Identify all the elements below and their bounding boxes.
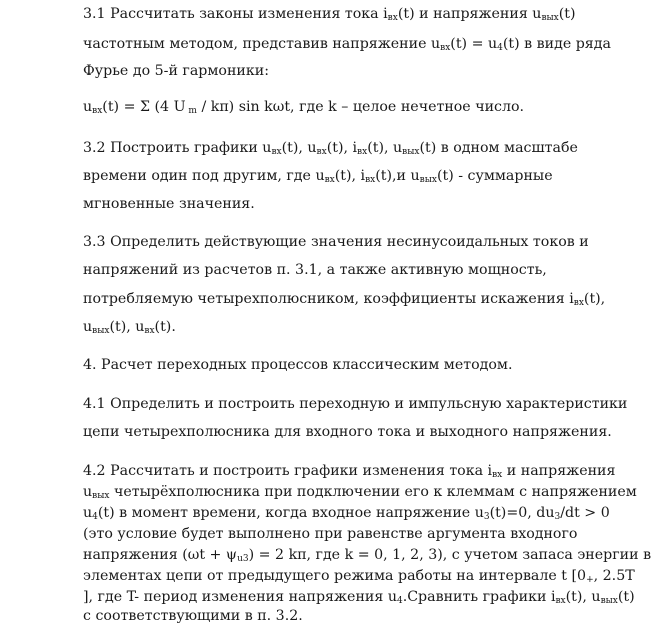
sec31-line1: 3.1 Рассчитать законы изменения тока $i_{вх}(t)$ и напряжения $u_{вых}(t)$ xyxy=(83,6,576,23)
sec42-line4: (это условие будет выполнено при равенстве аргумента входного xyxy=(83,526,578,542)
sec31-line3: Фурье до 5-й гармоники: xyxy=(83,63,269,79)
sec31-line2: частотным методом, представив напряжение $u_{вх}(t) = u_4(t)$ в виде ряда xyxy=(83,36,611,53)
sec42-line6: элементах цепи от предыдущего режима работы на интервале t [$0_+$, 2.5T xyxy=(83,568,635,585)
sec42-line3: $u_4(t)$ в момент времени, когда входное напряжение $u_3(t)=0$, $du_3/dt > 0$ xyxy=(83,505,610,522)
sec41-line1: 4.1 Определить и построить переходную и импульсную характеристики xyxy=(83,396,628,412)
sec42-line5: напряжения $(\omega t + \psi_{u3}) = 2$ kπ, где k = 0, 1, 2, 3), с учетом запаса энергии в xyxy=(83,547,652,564)
sec33-line2: напряжений из расчетов п. 3.1, а также активную мощность, xyxy=(83,262,547,278)
sec42-line1: 4.2 Рассчитать и построить графики изменения тока $i_{вх}$ и напряжения xyxy=(83,463,616,480)
sec41-line2: цепи четырехполюсника для входного тока и выходного напряжения. xyxy=(83,424,612,440)
fourier-formula: $u_{вх}(t) = \Sigma$ (4 U $_m$ / kπ) sin kωt, где k – целое нечетное число. xyxy=(83,99,525,116)
sec42-line2: $u_{вых}$ четырёхполюсника при подключении его к клеммам с напряжением xyxy=(83,484,637,501)
sec33-line1: 3.3 Определить действующие значения несинусоидальных токов и xyxy=(83,234,589,250)
sec32-line2: времени один под другим, где $u_{вх}(t)$, $i_{вх}(t),и$ $u_{вых}(t)$ - суммарные xyxy=(83,168,553,185)
sec33-line3: потребляемую четырехполюсником, коэффициенты искажения $i_{вх}(t)$, xyxy=(83,291,606,308)
sec42-line8: с соответствующими в п. 3.2. xyxy=(83,608,303,624)
sec42-line7: ], где T- период изменения напряжения $u_4.Сравнить$ графики $i_{вх}(t)$, $u_{вых}(t)$ xyxy=(83,589,635,606)
sec32-line1: 3.2 Построить графики $u_{вх}(t)$, $u_{вх}(t)$, $i_{вх}(t)$, $u_{вых}(t)$ в одном масштабе xyxy=(83,140,578,157)
sec4-heading: 4. Расчет переходных процессов классическим методом. xyxy=(83,357,513,373)
sec33-line4: $u_{вых}(t)$, $u_{вх}(t)$. xyxy=(83,319,176,336)
sec32-line3: мгновенные значения. xyxy=(83,196,255,212)
